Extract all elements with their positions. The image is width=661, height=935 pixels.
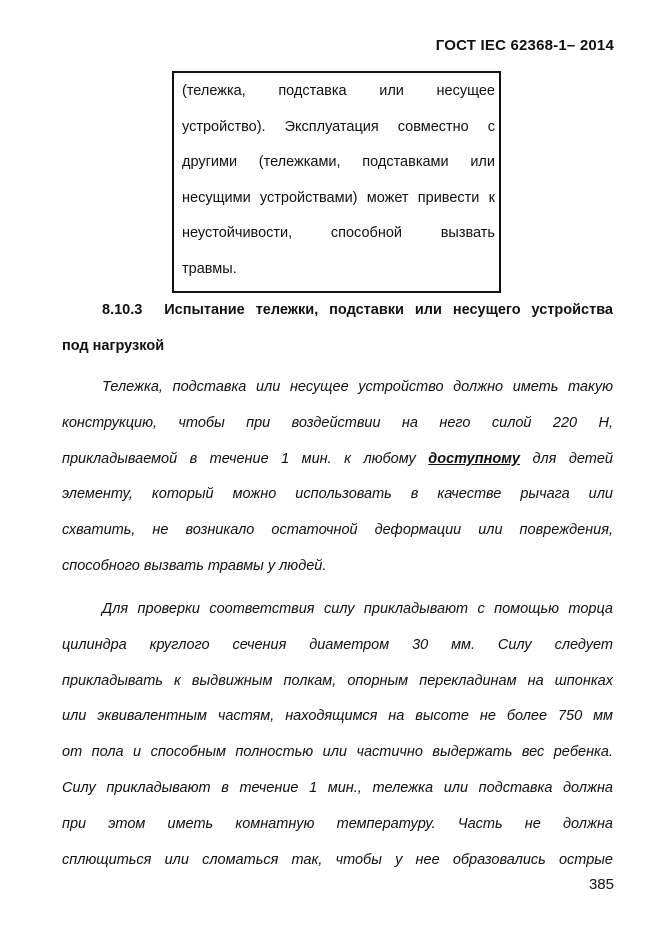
paragraph-line: сплющиться или сломаться так, чтобы у нее образовались острые: [62, 851, 613, 868]
paragraph-line: от пола и способным полностью или частично выдержать вес ребенка.: [62, 744, 613, 761]
paragraph-line: элементу, который можно использовать в качестве рычага или: [62, 486, 613, 503]
paragraph-line: способного вызвать травмы у людей.: [62, 557, 327, 574]
paragraph-line: цилиндра круглого сечения диаметром 30 мм. Силу следует: [62, 636, 613, 653]
line-text: для детей: [532, 450, 613, 467]
warning-box: [172, 71, 501, 293]
section-title: Испытание тележки, подставки или несущего устройства: [164, 302, 613, 318]
warning-line: другими (тележками, подставками или: [182, 154, 495, 170]
warning-line: устройство). Эксплуатация совместно с: [182, 118, 495, 135]
paragraph-line: Силу прикладывают в течение 1 мин., тележка или подставка должна: [62, 779, 613, 796]
emphasis-accessible: доступному: [428, 450, 520, 467]
section-heading-line1: [62, 292, 613, 328]
warning-line: несущими устройствами) может привести к: [182, 189, 495, 206]
paragraph-1: [62, 370, 613, 585]
document-header: ГОСТ IEC 62368-1– 2014: [435, 37, 614, 54]
paragraph-line: конструкцию, чтобы при воздействии на него силой 220 Н,: [62, 414, 613, 431]
paragraph-line: при этом иметь комнатную температуру. Часть не должна: [62, 815, 613, 832]
warning-line: (тележка, подставка или несущее: [182, 83, 495, 99]
paragraph-line-emphasis: [62, 442, 613, 478]
warning-line: травмы.: [182, 260, 237, 277]
paragraph-line: схватить, не возникало остаточной деформации или повреждения,: [62, 522, 613, 539]
paragraph-line: Тележка, подставка или несущее устройство должно иметь такую: [102, 379, 613, 395]
section-heading: [62, 292, 613, 364]
line-text: прикладываемой в течение 1 мин. к любому: [62, 450, 416, 467]
paragraph-line: прикладывать к выдвижным полкам, опорным перекладинам на шпонках: [62, 672, 613, 689]
page-number: 385: [588, 876, 614, 893]
paragraph-line: Для проверки соответствия силу прикладывают с помощью торца: [102, 601, 613, 617]
warning-line: неустойчивости, способной вызвать: [182, 225, 495, 241]
paragraph-2: [62, 592, 613, 878]
paragraph-line: или эквивалентным частям, находящимся на высоте не более 750 мм: [62, 708, 613, 725]
section-heading-line2: под нагрузкой: [62, 338, 165, 354]
section-number: 8.10.3: [102, 302, 143, 318]
